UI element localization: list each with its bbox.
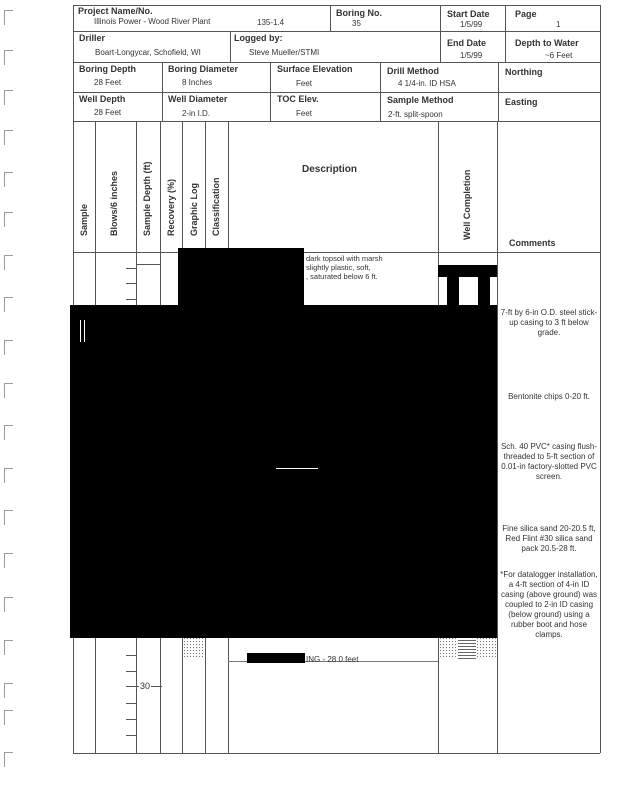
toc-elevation-value: Feet [296, 109, 313, 118]
surface-elevation-label: Surface Elevation [277, 64, 353, 74]
project-number: 135-1.4 [257, 18, 285, 27]
col-description: Description [302, 164, 358, 175]
well-depth-label: Well Depth [79, 94, 126, 104]
depth-to-water-value: ~6 Feet [545, 51, 573, 60]
depth-marker-30: 30 [140, 681, 151, 691]
end-of-boring-text: ING - 28.0 feet [306, 655, 359, 664]
end-date-label: End Date [447, 38, 487, 48]
driller-value: Boart-Longycar, Schofield, WI [95, 48, 201, 57]
comment-sand-pack: Fine silica sand 20-20.5 ft, Red Flint #30 silica sand pack 20.5-28 ft. [502, 524, 596, 553]
redaction-block-bottom [247, 653, 305, 663]
logged-by-label: Logged by: [234, 33, 283, 43]
start-date-label: Start Date [447, 9, 490, 19]
redaction-block-top [178, 248, 304, 306]
redaction-block-main [70, 305, 497, 638]
comment-datalogger: *For datalogger installation, a 4-ft section of 4-in ID casing (above ground) was coupled to 2-in ID casing (below ground) using a rubber boot and hose clamps. [500, 570, 598, 639]
col-comments: Comments [509, 238, 556, 248]
northing-label: Northing [505, 67, 543, 77]
comment-casing: 7-ft by 6-in O.D. steel stick-up casing to 3 ft below grade. [500, 308, 598, 337]
graphic-log-pattern [183, 637, 204, 657]
project-value: Illinois Power - Wood River Plant [94, 17, 211, 26]
boring-diameter-label: Boring Diameter [168, 64, 239, 74]
well-diameter-label: Well Diameter [168, 94, 228, 104]
well-screen-pattern [458, 637, 476, 659]
drill-method-label: Drill Method [387, 66, 439, 76]
drill-method-value: 4 1/4-in. ID HSA [398, 79, 456, 88]
surface-elevation-value: Feet [296, 79, 313, 88]
boring-no-label: Boring No. [336, 8, 382, 18]
redaction-block-well-right [478, 277, 490, 307]
sand-pack-right [476, 637, 496, 659]
well-depth-value: 28 Feet [94, 108, 122, 117]
page-value: 1 [556, 20, 561, 29]
description-line-2: slightly plastic, soft, [306, 263, 371, 272]
end-date-value: 1/5/99 [460, 51, 483, 60]
col-graphic-log: Graphic Log [189, 182, 199, 236]
boring-diameter-value: 8 Inches [182, 78, 213, 87]
depth-to-water-label: Depth to Water [515, 38, 579, 48]
col-recovery: Recovery (%) [166, 178, 176, 236]
page-label: Page [515, 9, 537, 19]
boring-no-value: 35 [352, 19, 361, 28]
start-date-value: 1/5/99 [460, 20, 483, 29]
sample-method-label: Sample Method [387, 95, 454, 105]
easting-label: Easting [505, 97, 538, 107]
driller-label: Driller [79, 33, 106, 43]
comment-pvc: Sch. 40 PVC* casing flush-threaded to 5-ft section of 0.01-in factory-slotted PVC screen. [500, 442, 598, 481]
sand-pack-left [439, 637, 458, 659]
boring-depth-label: Boring Depth [79, 64, 136, 74]
comment-bentonite: Bentonite chips 0-20 ft. [508, 392, 590, 401]
redaction-block-well-top [438, 265, 497, 277]
redaction-block-well-left [447, 277, 459, 307]
sample-method-value: 2-ft. split-spoon [388, 110, 443, 119]
col-well-completion: Well Completion [462, 169, 472, 240]
col-blows: Blows/6 inches [109, 170, 119, 236]
col-sample: Sample [79, 203, 89, 236]
col-sample-depth: Sample Depth (ft) [142, 161, 152, 236]
description-line-3: , saturated below 6 ft. [306, 272, 378, 281]
col-classification: Classification [211, 177, 221, 236]
toc-elevation-label: TOC Elev. [277, 94, 319, 104]
description-line-1: dark topsoil with marsh [306, 254, 383, 263]
boring-depth-value: 28 Feet [94, 78, 122, 87]
well-diameter-value: 2-in I.D. [182, 109, 211, 118]
logged-by-value: Steve Mueller/STMI [249, 48, 320, 57]
project-label: Project Name/No. [78, 6, 153, 16]
